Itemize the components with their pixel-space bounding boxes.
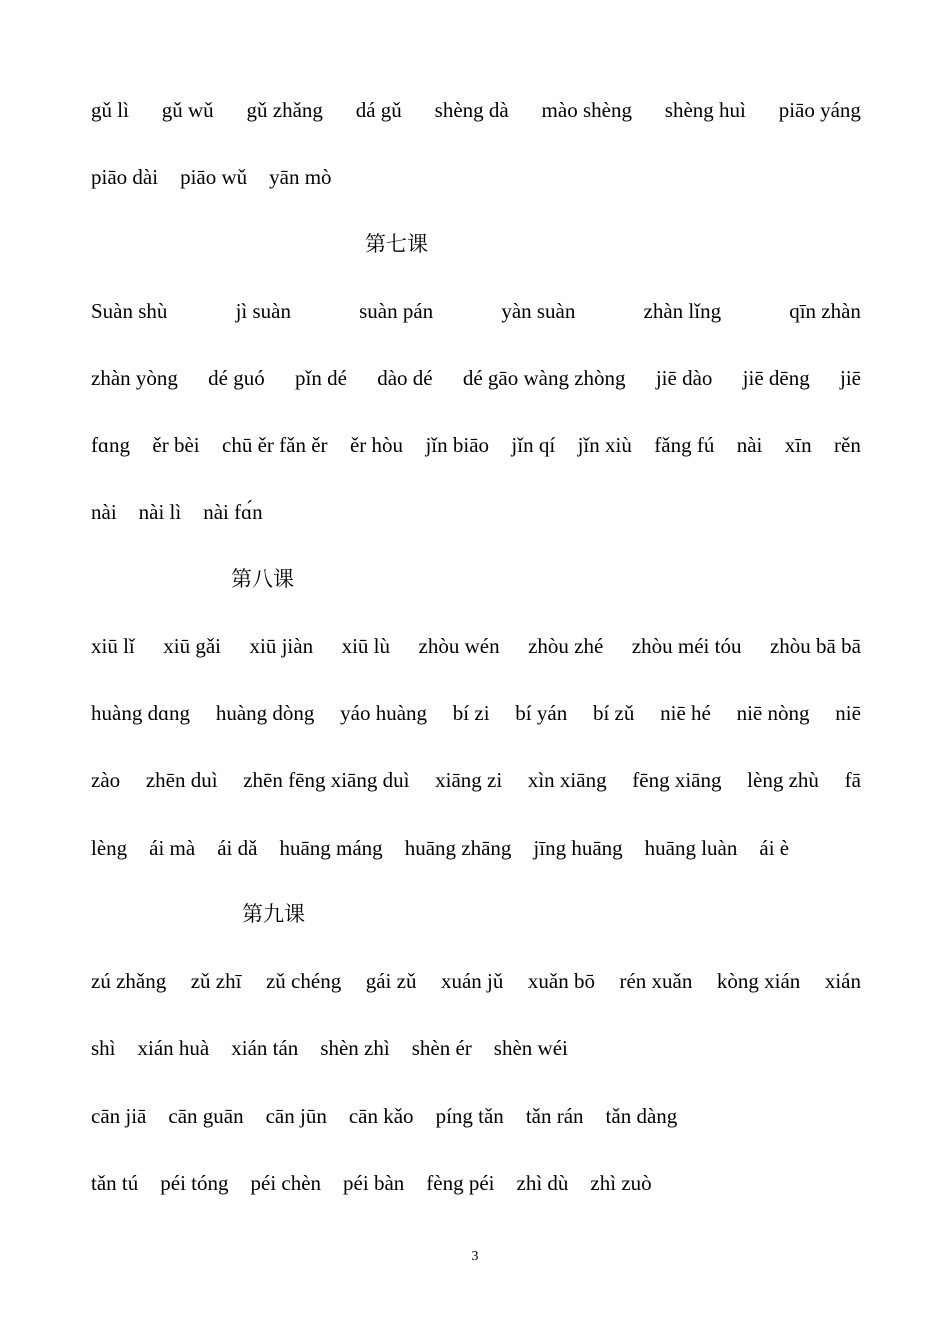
pinyin-word: zǔ zhī <box>190 969 242 993</box>
pinyin-word: huàng dɑng <box>91 701 191 725</box>
pinyin-line <box>91 969 861 993</box>
pinyin-word: péi tóng <box>160 1171 229 1195</box>
pinyin-word: dé guó <box>208 366 265 390</box>
pinyin-word: niē <box>835 701 861 725</box>
pinyin-word: xián huà <box>137 1036 210 1060</box>
pinyin-word: kòng xián <box>716 969 801 993</box>
pinyin-word: bí yán <box>515 701 568 725</box>
pinyin-word: zú zhǎng <box>91 969 167 993</box>
pinyin-word: ái mà <box>149 836 196 860</box>
pinyin-word: zhòu méi tóu <box>631 634 742 658</box>
pinyin-word: rén xuǎn <box>619 969 693 993</box>
pinyin-word: nài fɑ́n <box>203 500 263 524</box>
pinyin-word: xìn xiāng <box>527 768 607 792</box>
pinyin-word: huàng dòng <box>215 701 315 725</box>
pinyin-word: cān kǎo <box>348 1104 414 1128</box>
pinyin-word: nài lì <box>138 500 182 524</box>
pinyin-word: jiē <box>839 366 861 390</box>
pinyin-word: xuán jǔ <box>440 969 504 993</box>
pinyin-word: nài <box>736 433 763 457</box>
pinyin-word: píng tǎn <box>435 1104 504 1128</box>
pinyin-word: zhì zuò <box>590 1171 652 1195</box>
pinyin-word: piāo dài <box>91 165 159 189</box>
pinyin-word: nài <box>91 500 117 524</box>
pinyin-word: gái zǔ <box>365 969 417 993</box>
pinyin-word: gǔ lì <box>91 98 129 122</box>
pinyin-word: jǐn biāo <box>425 433 490 457</box>
pinyin-word: shèn wéi <box>493 1036 568 1060</box>
pinyin-word: lèng zhù <box>747 768 819 792</box>
pinyin-word: pǐn dé <box>295 366 347 390</box>
pinyin-word: zhòu zhé <box>528 634 604 658</box>
pinyin-word: péi bàn <box>343 1171 405 1195</box>
pinyin-word: shèn ér <box>411 1036 472 1060</box>
pinyin-word: niē nòng <box>736 701 810 725</box>
pinyin-word: ěr hòu <box>349 433 404 457</box>
pinyin-word: fēng xiāng <box>632 768 722 792</box>
pinyin-word: zhì dù <box>516 1171 569 1195</box>
pinyin-line <box>91 768 861 792</box>
pinyin-line <box>91 836 861 860</box>
pinyin-word: shèng huì <box>664 98 746 122</box>
pinyin-word: qīn zhàn <box>789 299 861 323</box>
pinyin-word: bí zi <box>452 701 490 725</box>
pinyin-word: fèng péi <box>426 1171 495 1195</box>
pinyin-line <box>91 1104 861 1128</box>
pinyin-word: tǎn dàng <box>605 1104 678 1128</box>
pinyin-word: jiē dào <box>655 366 713 390</box>
pinyin-word: shèn zhì <box>320 1036 390 1060</box>
pinyin-word: yáo huàng <box>340 701 428 725</box>
pinyin-word: zhēn fēng xiāng duì <box>243 768 410 792</box>
pinyin-word: huāng luàn <box>644 836 738 860</box>
pinyin-word: huāng zhāng <box>404 836 512 860</box>
pinyin-word: ái dǎ <box>217 836 258 860</box>
lesson-heading: 第七课 <box>365 232 428 256</box>
pinyin-word: fɑng <box>91 433 130 457</box>
pinyin-word: jǐn qí <box>511 433 556 457</box>
pinyin-word: zào <box>91 768 121 792</box>
pinyin-word: xiāng zi <box>435 768 503 792</box>
pinyin-word: rěn <box>834 433 861 457</box>
pinyin-word: ěr bèi <box>152 433 200 457</box>
pinyin-word: xiū gǎi <box>163 634 222 658</box>
pinyin-word: jiē dēng <box>742 366 810 390</box>
pinyin-line <box>91 500 861 524</box>
pinyin-line <box>91 98 861 122</box>
pinyin-word: xīn <box>784 433 812 457</box>
pinyin-word: gǔ wǔ <box>161 98 214 122</box>
pinyin-word: chū ěr fǎn ěr <box>222 433 328 457</box>
pinyin-word: tǎn rán <box>525 1104 584 1128</box>
pinyin-word: Suàn shù <box>91 299 168 323</box>
pinyin-word: niē hé <box>660 701 711 725</box>
pinyin-word: cān jūn <box>265 1104 327 1128</box>
lesson-heading: 第九课 <box>242 902 305 926</box>
pinyin-line <box>91 634 861 658</box>
pinyin-word: suàn pán <box>359 299 434 323</box>
pinyin-word: dé gāo wàng zhòng <box>462 366 626 390</box>
pinyin-word: zhòu wén <box>418 634 500 658</box>
pinyin-word: jīng huāng <box>533 836 623 860</box>
pinyin-word: zhēn duì <box>145 768 218 792</box>
pinyin-word: péi chèn <box>250 1171 322 1195</box>
pinyin-word: zhòu bā bā <box>769 634 861 658</box>
pinyin-word: tǎn tú <box>91 1171 139 1195</box>
pinyin-line <box>91 299 861 323</box>
pinyin-word: fā <box>844 768 861 792</box>
pinyin-word: xiū lù <box>341 634 391 658</box>
pinyin-word: bí zǔ <box>592 701 635 725</box>
lesson-heading: 第八课 <box>231 567 294 591</box>
pinyin-line <box>91 165 861 189</box>
pinyin-word: shì <box>91 1036 116 1060</box>
pinyin-word: ái è <box>759 836 790 860</box>
pinyin-word: dào dé <box>377 366 433 390</box>
pinyin-word: cān jiā <box>91 1104 147 1128</box>
pinyin-word: piāo yáng <box>778 98 861 122</box>
pinyin-word: huāng máng <box>279 836 383 860</box>
pinyin-line <box>91 433 861 457</box>
pinyin-line <box>91 701 861 725</box>
pinyin-word: cān guān <box>168 1104 244 1128</box>
pinyin-word: xiū lǐ <box>91 634 135 658</box>
pinyin-word: gǔ zhǎng <box>246 98 323 122</box>
pinyin-word: yàn suàn <box>501 299 576 323</box>
pinyin-word: shèng dà <box>434 98 509 122</box>
pinyin-word: zhàn yòng <box>91 366 178 390</box>
pinyin-word: xián tán <box>231 1036 299 1060</box>
pinyin-word: xuǎn bō <box>527 969 595 993</box>
page-number: 3 <box>471 1249 479 1264</box>
pinyin-word: yān mò <box>269 165 332 189</box>
pinyin-word: zhàn lǐng <box>643 299 722 323</box>
pinyin-word: xián <box>824 969 861 993</box>
pinyin-line <box>91 1036 861 1060</box>
pinyin-word: dá gǔ <box>355 98 402 122</box>
pinyin-word: mào shèng <box>541 98 632 122</box>
pinyin-word: fǎng fú <box>654 433 715 457</box>
pinyin-word: lèng <box>91 836 128 860</box>
pinyin-word: xiū jiàn <box>249 634 314 658</box>
pinyin-word: jì suàn <box>235 299 291 323</box>
pinyin-line <box>91 1171 861 1195</box>
pinyin-word: jǐn xiù <box>577 433 632 457</box>
pinyin-line <box>91 366 861 390</box>
pinyin-word: piāo wǔ <box>180 165 248 189</box>
pinyin-word: zǔ chéng <box>265 969 342 993</box>
